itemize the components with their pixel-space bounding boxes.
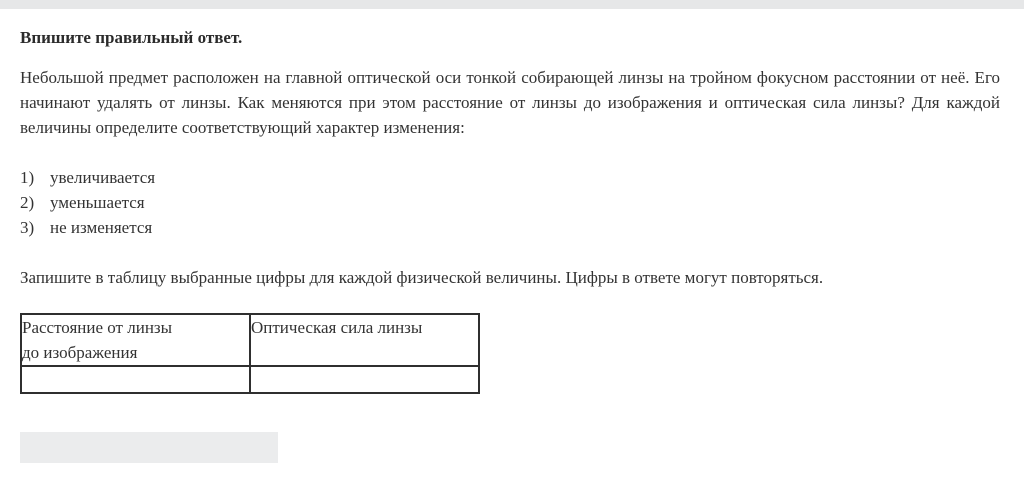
top-bar xyxy=(0,0,1024,9)
option-text: уменьшается xyxy=(50,193,145,212)
header-optical-power xyxy=(250,314,479,366)
answer-input[interactable] xyxy=(20,432,278,463)
option-number: 2) xyxy=(20,193,35,212)
answer-cell-image-distance[interactable] xyxy=(21,366,250,393)
answer-cell-optical-power[interactable] xyxy=(250,366,479,393)
table-instruction: Запишите в таблицу выбранные цифры для каждой физической величины. Цифры в ответе могут повторяться. xyxy=(20,268,824,287)
options-list xyxy=(20,165,1000,240)
option-text: увеличивается xyxy=(50,168,156,187)
option-text: не изменяется xyxy=(50,218,153,237)
table-header-row xyxy=(21,314,479,366)
header-image-distance-line2: до изображения xyxy=(22,343,138,362)
instruction-text: Впишите правильный ответ. xyxy=(20,28,243,47)
answer-table xyxy=(20,313,480,394)
option-number: 3) xyxy=(20,218,35,237)
option-item xyxy=(20,165,1000,190)
option-number: 1) xyxy=(20,168,35,187)
table-answer-row xyxy=(21,366,479,393)
question-content xyxy=(20,27,1000,394)
option-item xyxy=(20,190,1000,215)
header-image-distance xyxy=(21,314,250,366)
problem-text: Небольшой предмет расположен на главной оптической оси тонкой собирающей линзы на тройном фокусном расстоянии от неё. Его начинают удалять от линзы. Как меняются при этом расстояние от линзы до изображения и оптическая сила линзы? Для каждой величины определите соответствующий характер изменения: xyxy=(20,68,1000,137)
header-optical-power-label: Оптическая сила линзы xyxy=(251,318,423,337)
header-image-distance-line1: Расстояние от линзы xyxy=(22,318,173,337)
option-item xyxy=(20,215,1000,240)
